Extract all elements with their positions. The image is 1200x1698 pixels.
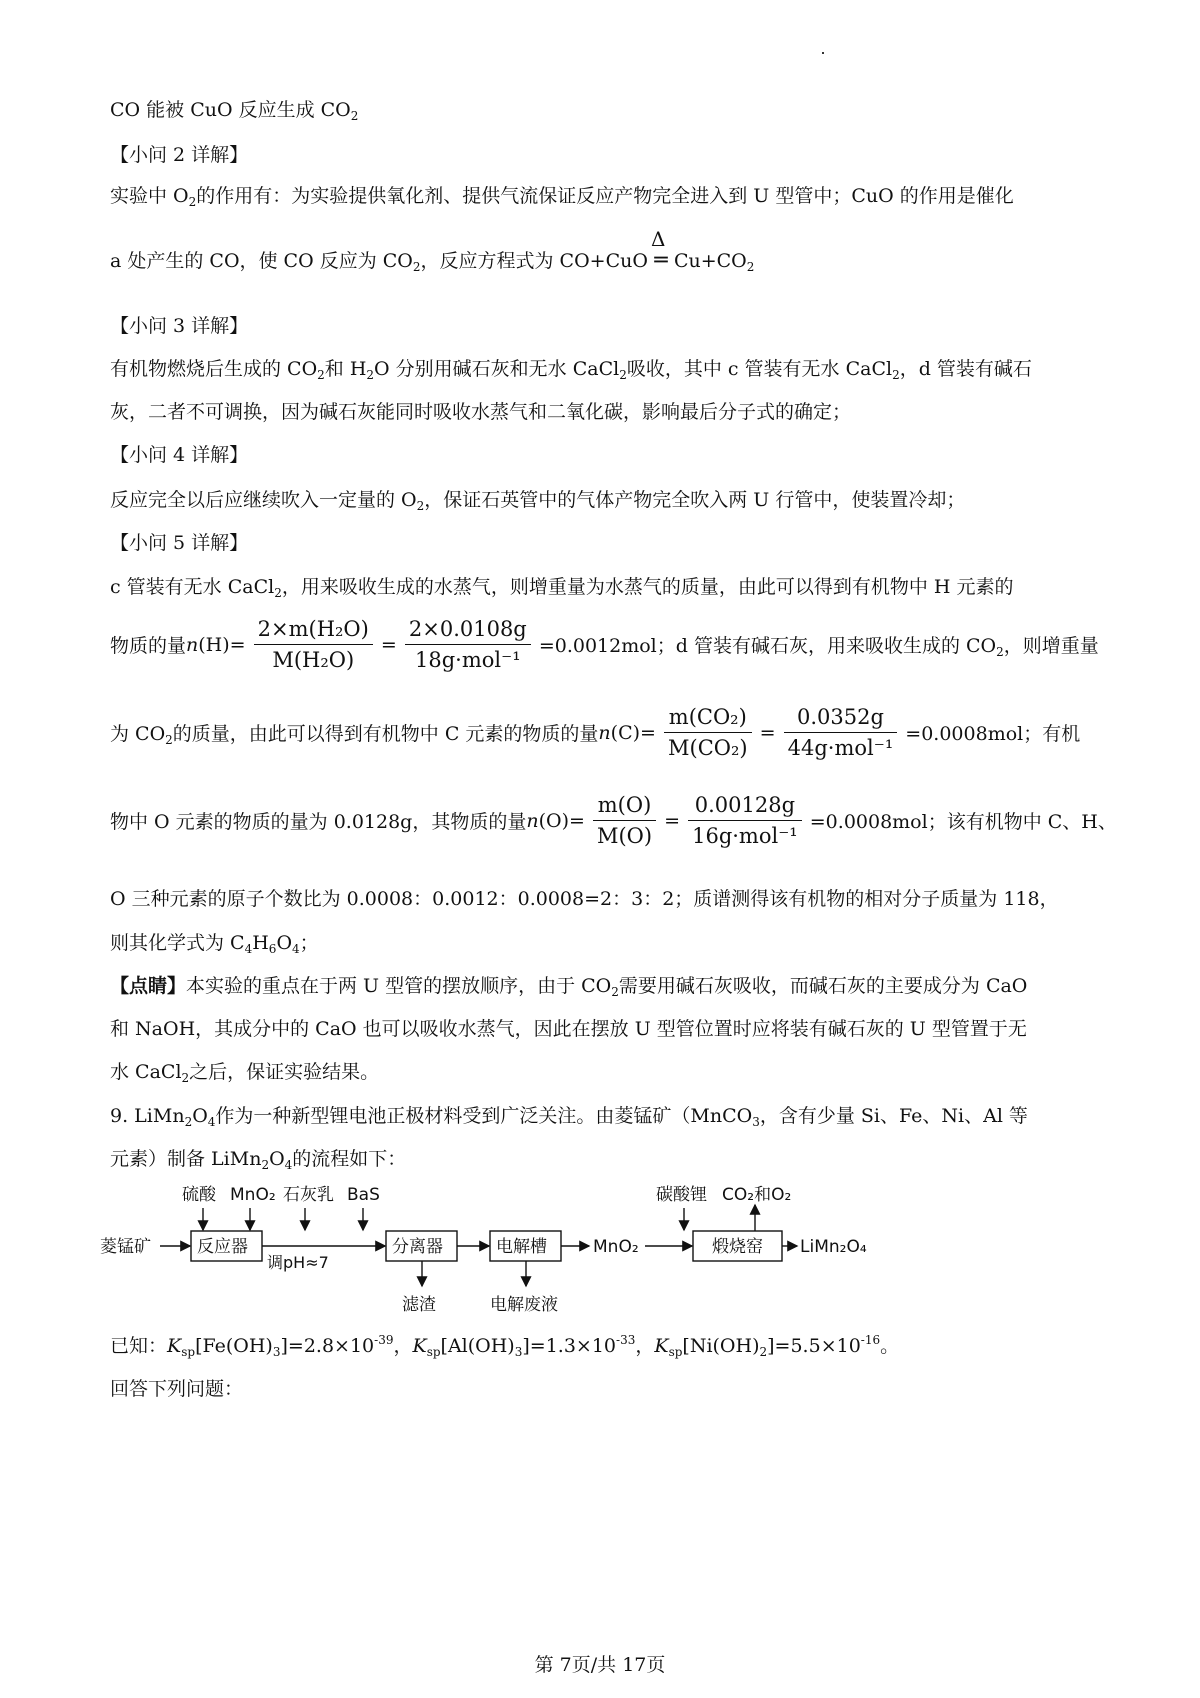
text-line-19: 水 CaCl$_2$之后，保证实验结果。: [110, 1061, 380, 1085]
flow-reagent-mno2: MnO₂: [230, 1185, 276, 1205]
subquestion-5-heading: 【小问 5 详解】: [110, 532, 249, 554]
text-line-18: 和 NaOH，其成分中的 CaO 也可以吸收水蒸气，因此在摆放 U 型管位置时应将装有碱石灰的 U 型管置于无: [110, 1018, 1027, 1040]
scan-dot: [822, 52, 824, 54]
key-point-label: 【点睛】: [110, 975, 187, 997]
text-line-15: O 三种元素的原子个数比为 0.0008：0.0012：0.0008=2：3：2；质谱测得该有机物的相对分子质量为 118，: [110, 888, 1059, 910]
subquestion-3-heading: 【小问 3 详解】: [110, 315, 249, 337]
fraction-o-moles: $\frac{m(O)}{M(O)}$: [593, 790, 656, 851]
text-line-4: a 处产生的 CO，使 CO 反应为 $CO_2$，反应方程式为 CO+CuO Δ ═ $Cu+CO_2$: [110, 227, 755, 274]
subquestion-2-heading: 【小问 2 详解】: [110, 144, 249, 166]
text-line-16: 则其化学式为 $C_4H_6O_4$；: [110, 932, 319, 956]
text-line-12: 物质的量n(H)= $\frac{\text{2×m(H₂O)}}{\text{M(H₂O)}}$ = $\frac{2\times 0.0108g}{\text{18g·mol⁻¹}}$ =0.0012mol；d 管装有碱石灰，用来吸收生成的 $CO_2$，则增重量: [110, 614, 1099, 675]
page-footer: 第 7页/共 17页: [534, 1654, 666, 1676]
flow-ph-label: 调pH≈7: [267, 1253, 329, 1272]
flow-box-kiln: 煅烧窑: [712, 1237, 763, 1257]
text-line-3: 实验中 $O_2$的作用有：为实验提供氧化剂、提供气流保证反应产物完全进入到 U 型管中；CuO 的作用是催化: [110, 185, 1014, 209]
fraction-h-moles: $\frac{\text{2×m(H₂O)}}{\text{M(H₂O)}}$: [254, 614, 373, 675]
fraction-c-value: $\frac{0.0352g}{\text{44g·mol⁻¹}}$: [784, 702, 898, 763]
fraction-c-moles: $\frac{\text{m(CO₂)}}{\text{M(CO₂)}}$: [664, 702, 752, 763]
heating-condition-sign: Δ ═: [650, 227, 668, 273]
given-ksp-line: 已知：$K_{sp}[Fe(OH)_3]=2.8\times 10^{-39}$，$K_{sp}[Al(OH)_3]=1.3\times 10^{-33}$，$K_{sp}[Ni(OH)_2]=5.5\times 10^{-16}$。: [110, 1333, 900, 1359]
text-line-17: 【点睛】本实验的重点在于两 U 型管的摆放顺序，由于 $CO_2$需要用碱石灰吸收，而碱石灰的主要成分为 CaO: [110, 975, 1028, 999]
text-line-11: c 管装有无水 CaCl$_2$，用来吸收生成的水蒸气，则增重量为水蒸气的质量，由此可以得到有机物中 H 元素的: [110, 576, 1014, 600]
text-line-14: 物中 O 元素的物质的量为 0.0128g，其物质的量n(O)= $\frac{m(O)}{M(O)}$ = $\frac{0.00128g}{\text{16g·mol⁻¹}}$ =0.0008mol；该有机物中 C、H、: [110, 790, 1117, 851]
subquestion-4-heading: 【小问 4 详解】: [110, 444, 249, 466]
text-line-7: 灰，二者不可调换，因为碱石灰能同时吸收水蒸气和二氧化碳，影响最后分子式的确定；: [110, 401, 852, 423]
process-flow-diagram: [100, 1180, 1000, 1320]
flow-reagent-lithium-carbonate: 碳酸锂: [656, 1185, 707, 1205]
flow-waste-liquid: 电解废液: [490, 1295, 558, 1315]
text-line-13: 为 $CO_2$的质量，由此可以得到有机物中 C 元素的物质的量n(C)= $\frac{\text{m(CO₂)}}{\text{M(CO₂)}}$ = $\frac{0.0352g}{\text{44g·mol⁻¹}}$ =0.0008mol；有机: [110, 702, 1080, 763]
flow-reagent-sulfuric-acid: 硫酸: [182, 1185, 216, 1205]
question-9-line-1: 9. $LiMn_2O_4$作为一种新型锂电池正极材料受到广泛关注。由菱锰矿（MnCO$_3$，含有少量 Si、Fe、Ni、Al 等: [110, 1105, 1028, 1129]
question-9-line-2: 元素）制备 $LiMn_2O_4$的流程如下：: [110, 1148, 407, 1172]
fraction-o-value: $\frac{0.00128g}{\text{16g·mol⁻¹}}$: [688, 790, 802, 851]
flow-box-separator: 分离器: [392, 1237, 443, 1257]
text-line-6: 有机物燃烧后生成的 $CO_2$和 $H_2O$ 分别用碱石灰和无水 CaCl$_2$吸收，其中 c 管装有无水 CaCl$_2$，d 管装有碱石: [110, 358, 1032, 382]
flow-box-electrolyzer: 电解槽: [496, 1237, 547, 1257]
flow-intermediate-mno2: MnO₂: [593, 1237, 639, 1257]
fraction-h-value: $\frac{2\times 0.0108g}{\text{18g·mol⁻¹}}$: [405, 614, 531, 675]
text-line-9: 反应完全以后应继续吹入一定量的 $O_2$，保证石英管中的气体产物完全吹入两 U 行管中，使装置冷却；: [110, 489, 966, 513]
flow-gas-output: CO₂和O₂: [722, 1185, 792, 1205]
flow-product: LiMn₂O₄: [800, 1237, 867, 1257]
flow-box-reactor: 反应器: [197, 1237, 248, 1257]
flow-reagent-lime: 石灰乳: [283, 1185, 334, 1205]
flow-input-label: 菱锰矿: [100, 1237, 151, 1257]
text-line-1: CO 能被 CuO 反应生成 $CO_2$: [110, 99, 359, 123]
flow-waste-residue: 滤渣: [402, 1295, 436, 1315]
answer-prompt: 回答下列问题：: [110, 1378, 244, 1400]
flow-reagent-bas: BaS: [347, 1185, 380, 1205]
